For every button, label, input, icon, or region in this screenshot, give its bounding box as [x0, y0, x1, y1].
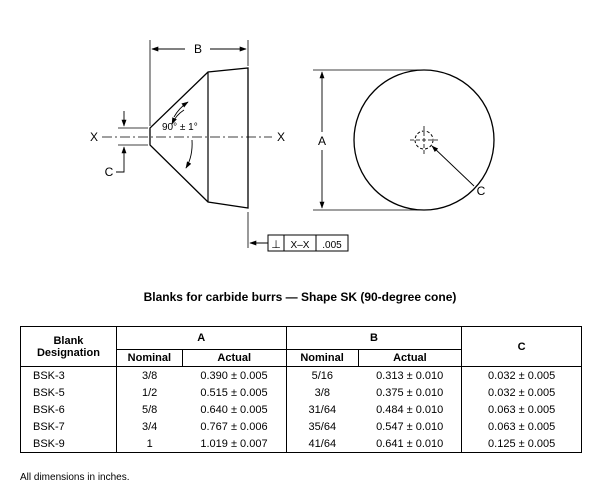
cell-designation: BSK-7 [21, 418, 117, 435]
table-row [21, 384, 582, 401]
cell-a-nominal: 1 [116, 435, 182, 453]
cell-a-actual: 0.515 ± 0.005 [200, 386, 268, 399]
dimension-c-right-leader [432, 146, 474, 186]
cell-b-actual: 0.484 ± 0.010 [376, 403, 444, 416]
header-a: A [116, 327, 286, 350]
cell-a-actual: 0.390 ± 0.005 [200, 369, 268, 382]
table-caption: Blanks for carbide burrs — Shape SK (90-degree cone) [143, 290, 457, 304]
cell-b-actual: 0.547 ± 0.010 [376, 420, 444, 433]
angle-arc-upper-start [174, 102, 188, 117]
cell-a-actual: 1.019 ± 0.007 [182, 435, 286, 453]
fcf-tolerance: .005 [322, 240, 342, 251]
cell-b-nominal: 3/8 [286, 384, 358, 401]
table-row [21, 435, 582, 453]
cell-a-nominal: 3/4 [116, 418, 182, 435]
header-b: B [286, 327, 462, 350]
cell-b-actual: 0.375 ± 0.010 [376, 386, 444, 399]
fcf-perpendicularity-symbol: ⊥ [271, 239, 281, 251]
cell-designation: BSK-9 [21, 435, 117, 453]
cell-c: 0.063 ± 0.005 [462, 401, 582, 418]
cell-c: 0.125 ± 0.005 [462, 435, 582, 453]
header-c: C [462, 327, 582, 367]
cell-b-nominal: 41/64 [286, 435, 358, 453]
cell-b-nominal: 5/16 [286, 367, 358, 385]
cell-c: 0.032 ± 0.005 [462, 384, 582, 401]
table-row [21, 401, 582, 418]
cell-c: 0.032 ± 0.005 [462, 367, 582, 385]
header-b-nominal: Nominal [286, 350, 358, 367]
header-b-actual: Actual [358, 350, 462, 367]
cell-a-actual: 0.640 ± 0.005 [200, 403, 268, 416]
cell-b-actual: 0.313 ± 0.010 [376, 369, 444, 382]
header-a-nominal: Nominal [116, 350, 182, 367]
table-row [21, 367, 582, 385]
dimension-c-leader [116, 162, 124, 172]
cell-a-nominal: 3/8 [116, 367, 182, 385]
cell-a-nominal: 1/2 [116, 384, 182, 401]
label-b: B [193, 42, 203, 56]
cell-b-nominal: 35/64 [286, 418, 358, 435]
cell-designation: BSK-3 [21, 367, 117, 385]
header-a-actual: Actual [182, 350, 286, 367]
side-view [102, 40, 348, 251]
cone-outline [150, 68, 248, 208]
angle-arc-lower [186, 140, 192, 168]
header-blank-designation: Blank Designation [21, 327, 117, 367]
cell-a-actual: 0.767 ± 0.006 [200, 420, 268, 433]
label-x-left: X [89, 130, 99, 144]
label-x-right: X [276, 130, 286, 144]
units-note: All dimensions in inches. [20, 472, 130, 483]
label-c-right: C [476, 184, 486, 198]
end-view [313, 70, 494, 210]
cell-c: 0.063 ± 0.005 [462, 418, 582, 435]
label-a: A [317, 134, 327, 148]
label-angle: 90° ± 1° [162, 122, 198, 133]
fcf-datum: X–X [290, 240, 310, 251]
cell-designation: BSK-5 [21, 384, 117, 401]
cell-designation: BSK-6 [21, 401, 117, 418]
cell-a-nominal: 5/8 [116, 401, 182, 418]
dimensions-table [20, 326, 582, 453]
cell-b-nominal: 31/64 [286, 401, 358, 418]
label-c-left: C [104, 165, 114, 179]
cell-b-actual: 0.641 ± 0.010 [358, 435, 462, 453]
table-row [21, 418, 582, 435]
